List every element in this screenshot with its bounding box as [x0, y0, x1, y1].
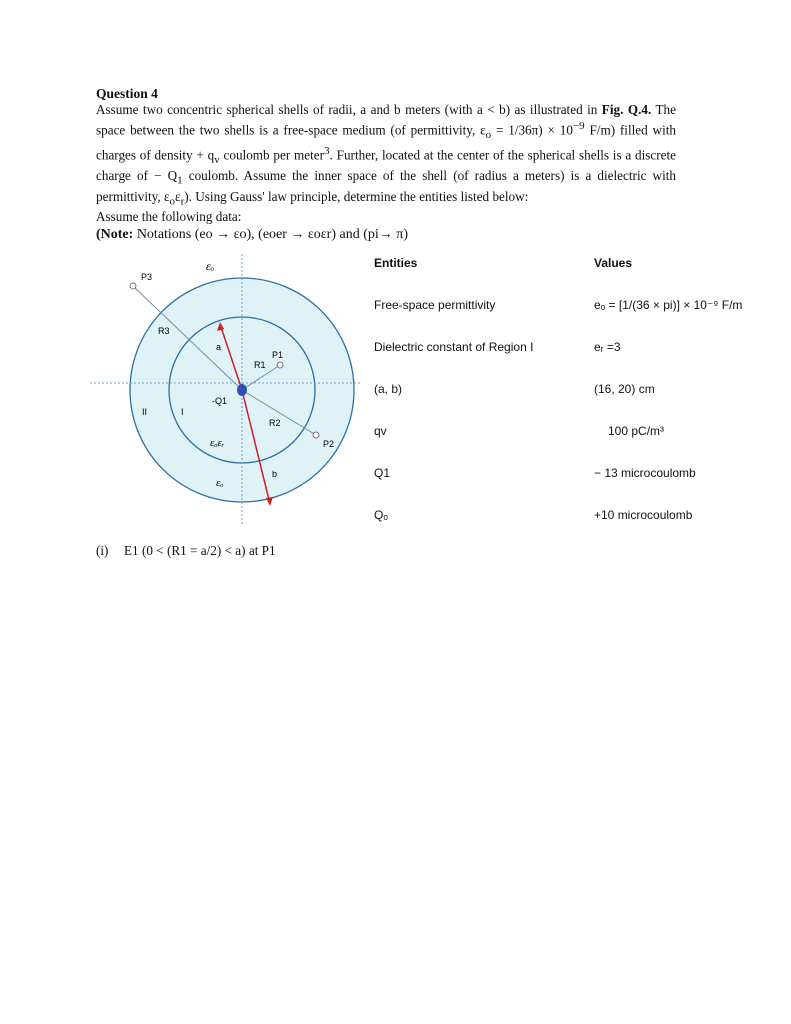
header-values: Values — [594, 256, 633, 270]
entity-cell: Free-space permittivity — [374, 298, 496, 312]
entity-cell: qv — [374, 424, 387, 438]
table-header — [374, 256, 774, 274]
value-cell: eₒ = [1/(36 × pi)] × 10⁻⁹ F/m — [594, 298, 743, 312]
table-row — [374, 508, 774, 526]
sup-exp: −9 — [572, 120, 585, 132]
sub-o: o — [485, 129, 492, 142]
p3-point — [130, 283, 136, 289]
label-p3: P3 — [141, 272, 153, 282]
body-text-4: F/m) filled with charges of density + q — [96, 122, 676, 163]
entity-cell: Q1 — [374, 466, 391, 480]
table-row — [374, 424, 774, 442]
part-number: (i) — [96, 543, 109, 558]
body-text-8: ε — [175, 188, 181, 204]
body-text-7: coulomb. Assume the inner space of the shell (of radius a meters) is a dielectric with permittivity, ε — [96, 168, 676, 204]
entity-cell: (a, b) — [374, 382, 403, 396]
question-title: Question 4 — [96, 86, 158, 101]
p1-point — [277, 362, 283, 368]
label-region-i: I — [181, 407, 184, 417]
sub-v: v — [214, 154, 220, 167]
sub-o-2: o — [169, 195, 176, 208]
table-row — [374, 298, 774, 316]
value-cell: +10 microcoulomb — [594, 508, 693, 522]
label-p2: P2 — [323, 439, 335, 449]
label-r2: R2 — [269, 418, 281, 428]
part-i — [96, 543, 276, 559]
value-cell: − 13 microcoulomb — [594, 466, 696, 480]
note-line — [96, 227, 676, 243]
concentric-shells-figure — [86, 252, 366, 537]
body-text-2: The space between the two shells is a free-space medium (of permittivity, ε — [96, 102, 676, 138]
arrowhead-b — [266, 497, 273, 506]
label-r1: R1 — [254, 360, 266, 370]
body-text-1: Assume two concentric spherical shells of radii, a and b meters (with a < b) as illustrated in — [96, 102, 602, 117]
label-region-ii: II — [142, 407, 148, 417]
question-body — [96, 102, 676, 209]
assume-line: Assume the following data: — [96, 209, 242, 225]
table-row — [374, 466, 774, 484]
label-q1: -Q1 — [212, 396, 228, 406]
label-eps-oer: εₒεᵣ — [210, 437, 225, 449]
sub-r: r — [180, 195, 185, 208]
body-text-3: = 1/36π) × 10 — [491, 122, 573, 138]
sup-3: 3 — [324, 145, 330, 158]
label-eps-o-top: εₒ — [206, 259, 215, 273]
center-charge-dot — [237, 384, 247, 396]
sub-1: 1 — [177, 174, 183, 187]
table-row — [374, 340, 774, 358]
fig-ref: Fig. Q.4. — [601, 102, 652, 117]
header-entities: Entities — [374, 256, 418, 270]
note-label: (Note: — [96, 227, 134, 243]
label-b: b — [272, 469, 278, 479]
label-p1: P1 — [272, 350, 284, 360]
entity-cell: Dielectric constant of Region I — [374, 340, 534, 354]
question-block — [96, 86, 676, 243]
body-text-9: ). Using Gauss' law principle, determine the entities listed below: — [184, 188, 529, 204]
label-r3: R3 — [158, 326, 170, 336]
body-text-6: . Further, located at the center of the spherical shells is a discrete charge of − Q — [96, 147, 676, 184]
entity-cell: Qₒ — [374, 508, 388, 522]
part-text: E1 (0 < (R1 = a/2) < a) at P1 — [124, 543, 276, 558]
body-text-5: coulomb per meter — [219, 147, 325, 163]
table-row — [374, 382, 774, 400]
label-a: a — [216, 342, 222, 352]
value-cell: 100 pC/m³ — [608, 424, 665, 438]
p2-point — [313, 432, 319, 438]
value-cell: (16, 20) cm — [594, 382, 655, 396]
value-cell: eᵣ =3 — [594, 340, 621, 354]
label-eps-o-bottom: εₒ — [216, 477, 224, 489]
note-text: Notations (eo → εo), (eoer → εoεr) and (pi→ π) — [136, 227, 409, 243]
